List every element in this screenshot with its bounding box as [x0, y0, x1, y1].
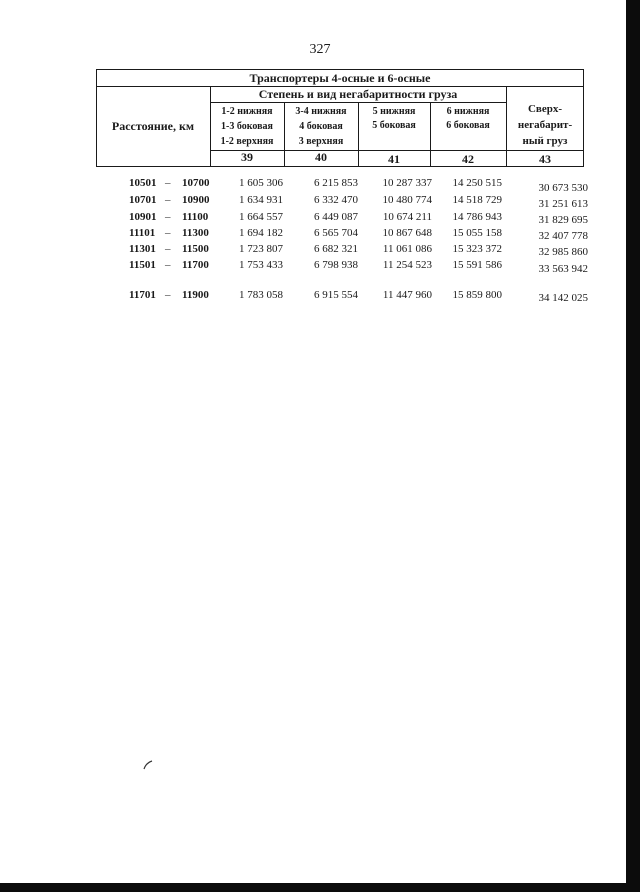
value-cell: 31 251 613	[538, 198, 588, 210]
table-header	[96, 69, 584, 167]
value-cell: 14 786 943	[452, 211, 502, 223]
value-cell: 1 605 306	[239, 177, 283, 189]
value-cell: 1 634 931	[239, 194, 283, 206]
column-header-line: 1-2 нижняя	[221, 106, 273, 117]
column-header-43	[506, 99, 584, 151]
value-cell: 11 061 086	[382, 243, 432, 255]
value-cell: 6 449 087	[314, 211, 358, 223]
distance-from: 10901	[129, 211, 157, 223]
column-header-42	[430, 105, 506, 133]
distance-from: 11501	[129, 259, 156, 271]
column-header-line: 3-4 нижняя	[295, 106, 347, 117]
table-row	[0, 177, 640, 193]
value-cell: 33 563 942	[538, 263, 588, 275]
distance-from: 11301	[129, 243, 156, 255]
column-number: 40	[315, 149, 327, 164]
value-cell: 15 323 372	[452, 243, 502, 255]
column-header-40	[284, 103, 358, 150]
value-cell: 15 055 158	[452, 227, 502, 239]
column-header-line: 1-3 боковая	[221, 121, 273, 132]
column-header-line: 6 нижняя	[446, 106, 490, 117]
distance-from: 10701	[129, 194, 157, 206]
distance-dash: –	[165, 289, 171, 301]
value-cell: 10 674 211	[382, 211, 432, 223]
pen-mark	[143, 758, 155, 776]
value-cell: 14 518 729	[452, 194, 502, 206]
table-subtitle: Степень и вид негабаритности груза	[258, 87, 458, 101]
distance-to: 11100	[182, 211, 209, 223]
column-header-line: 3 верхняя	[298, 136, 344, 147]
column-header-line: негабарит-	[517, 119, 573, 131]
value-cell: 1 694 182	[239, 227, 283, 239]
value-cell: 1 783 058	[239, 289, 283, 301]
column-header-line: Сверх-	[527, 103, 563, 115]
distance-to: 10700	[182, 177, 210, 189]
table-title: Транспортеры 4-осные и 6-осные	[249, 70, 431, 85]
table-row	[0, 243, 640, 259]
value-cell: 30 673 530	[538, 182, 588, 194]
table-row	[0, 227, 640, 243]
value-cell: 15 859 800	[452, 289, 502, 301]
value-cell: 15 591 586	[452, 259, 502, 271]
value-cell: 6 565 704	[314, 227, 358, 239]
page-number: 327	[309, 42, 331, 57]
distance-to: 10900	[182, 194, 210, 206]
scan-edge-right	[626, 0, 640, 892]
distance-from: 10501	[129, 177, 157, 189]
distance-to: 11500	[182, 243, 209, 255]
value-cell: 6 332 470	[314, 194, 358, 206]
value-cell: 6 915 554	[314, 289, 358, 301]
value-cell: 1 723 807	[239, 243, 283, 255]
distance-dash: –	[165, 194, 171, 206]
distance-dash: –	[165, 177, 171, 189]
column-header-line: ный груз	[522, 135, 568, 147]
value-cell: 34 142 025	[538, 292, 588, 304]
table-row	[0, 194, 640, 210]
column-number: 39	[241, 149, 253, 164]
distance-dash: –	[165, 211, 171, 223]
column-header-39	[210, 103, 284, 150]
value-cell: 32 407 778	[538, 230, 588, 242]
value-cell: 14 250 515	[452, 177, 502, 189]
column-header-line: 4 боковая	[299, 121, 343, 132]
value-cell: 32 985 860	[538, 246, 588, 258]
column-header-line: 6 боковая	[446, 120, 490, 131]
column-number: 43	[539, 151, 551, 166]
value-cell: 10 480 774	[382, 194, 432, 206]
table-row	[0, 259, 640, 275]
distance-dash: –	[165, 227, 171, 239]
column-header-line: 5 боковая	[372, 120, 416, 131]
column-header-line: 5 нижняя	[372, 106, 416, 117]
distance-from: 11701	[129, 289, 156, 301]
column-header-line: 1-2 верхняя	[220, 136, 274, 147]
table-row	[0, 289, 640, 305]
value-cell: 6 798 938	[314, 259, 358, 271]
value-cell: 6 215 853	[314, 177, 358, 189]
value-cell: 1 664 557	[239, 211, 283, 223]
value-cell: 11 254 523	[382, 259, 432, 271]
value-cell: 6 682 321	[314, 243, 358, 255]
distance-dash: –	[165, 243, 171, 255]
distance-from: 11101	[129, 227, 156, 239]
table-row	[0, 211, 640, 227]
value-cell: 31 829 695	[538, 214, 588, 226]
column-number: 41	[388, 151, 400, 166]
distance-dash: –	[165, 259, 171, 271]
value-cell: 11 447 960	[382, 289, 432, 301]
column-header-41	[358, 105, 430, 133]
value-cell: 10 287 337	[382, 177, 432, 189]
distance-to: 11300	[182, 227, 209, 239]
value-cell: 1 753 433	[239, 259, 283, 271]
scan-edge-bottom	[0, 883, 640, 892]
value-cell: 10 867 648	[382, 227, 432, 239]
distance-to: 11900	[182, 289, 209, 301]
distance-header: Расстояние, км	[111, 119, 195, 133]
distance-to: 11700	[182, 259, 209, 271]
column-number: 42	[462, 151, 474, 166]
